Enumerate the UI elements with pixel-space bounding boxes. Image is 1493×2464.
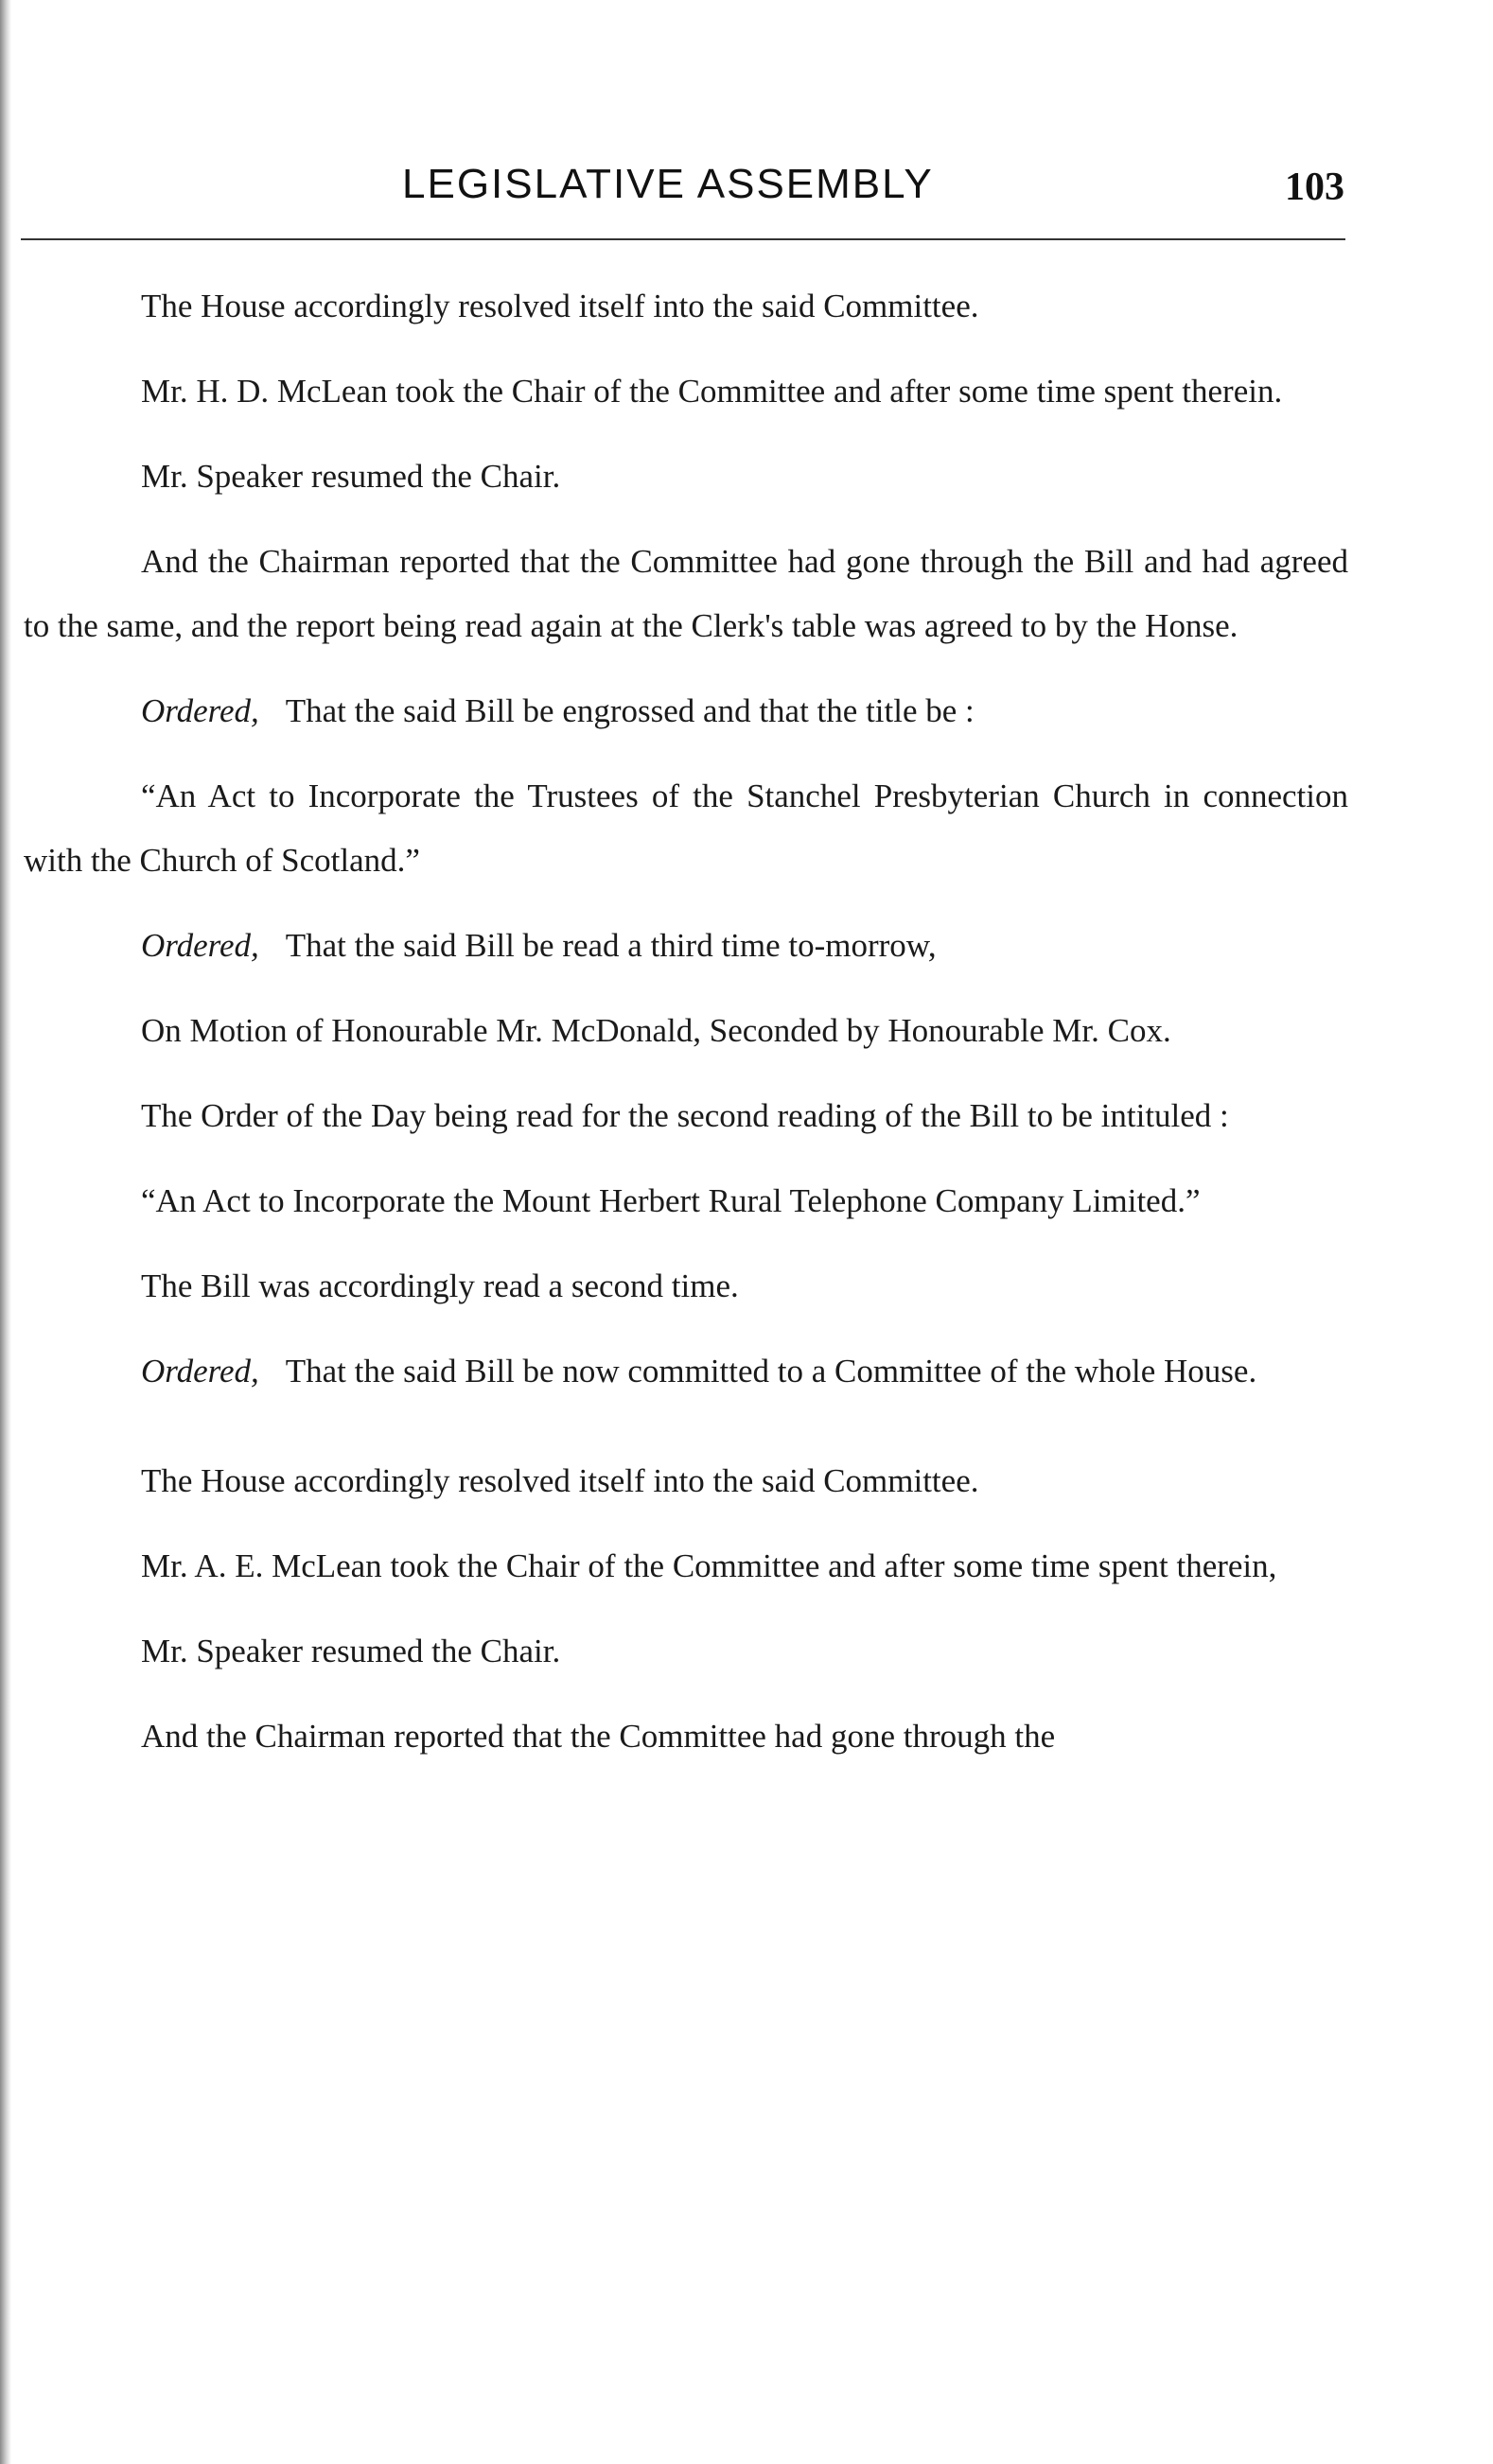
paragraph bbox=[24, 274, 1348, 339]
paragraph bbox=[24, 1534, 1348, 1599]
paragraph bbox=[24, 1169, 1348, 1233]
paragraph bbox=[24, 530, 1348, 658]
paragraph-text: The House accordingly resolved itself into the said Committee. bbox=[141, 1462, 979, 1499]
paragraph bbox=[24, 1449, 1348, 1513]
paragraph-text: On Motion of Honourable Mr. McDonald, Seconded by Honourable Mr. Cox. bbox=[141, 1012, 1171, 1049]
paragraph bbox=[24, 1339, 1348, 1404]
ordered-lead: Ordered, bbox=[141, 1353, 259, 1389]
paragraph bbox=[24, 1254, 1348, 1319]
paragraph-text: The Bill was accordingly read a second time. bbox=[141, 1267, 739, 1304]
ordered-lead: Ordered, bbox=[141, 692, 259, 729]
page-header bbox=[24, 151, 1348, 218]
paragraph bbox=[24, 1619, 1348, 1684]
paragraph bbox=[24, 359, 1348, 424]
paragraph-text: “An Act to Incorporate the Trustees of the Stanchel Presbyterian Church in connection with the Church of Scotland.” bbox=[24, 778, 1348, 879]
paragraph bbox=[24, 1704, 1348, 1769]
paragraph-text: That the said Bill be read a third time to-morrow, bbox=[285, 927, 937, 964]
paragraph-text: And the Chairman reported that the Committee had gone through the bbox=[141, 1718, 1056, 1755]
paragraph bbox=[24, 764, 1348, 893]
header-rule bbox=[21, 238, 1345, 240]
paragraph bbox=[24, 914, 1348, 978]
page-number: 103 bbox=[1285, 166, 1344, 209]
running-title: LEGISLATIVE ASSEMBLY bbox=[402, 161, 934, 207]
paragraph bbox=[24, 1084, 1348, 1148]
ordered-lead: Ordered, bbox=[141, 927, 259, 964]
paragraph-text: Mr. H. D. McLean took the Chair of the Committee and after some time spent therein. bbox=[141, 373, 1283, 410]
paragraph-text: And the Chairman reported that the Committee had gone through the Bill and had agreed to the same, and the report being read again at the Clerk's table was agreed to by the Honse. bbox=[24, 543, 1348, 644]
paragraph-text: Mr. A. E. McLean took the Chair of the Committee and after some time spent therein, bbox=[141, 1547, 1277, 1584]
paragraph bbox=[24, 445, 1348, 509]
paragraph-text: Mr. Speaker resumed the Chair. bbox=[141, 1633, 561, 1669]
paragraph-text: Mr. Speaker resumed the Chair. bbox=[141, 458, 561, 495]
paragraph bbox=[24, 999, 1348, 1063]
page-edge-shadow bbox=[0, 0, 11, 2464]
paragraph-text: That the said Bill be now committed to a Committee of the whole House. bbox=[285, 1353, 1257, 1389]
paragraph bbox=[24, 679, 1348, 743]
paragraph-text: The House accordingly resolved itself into the said Committee. bbox=[141, 288, 979, 324]
paragraph-text: “An Act to Incorporate the Mount Herbert Rural Telephone Company Limited.” bbox=[141, 1182, 1201, 1219]
paragraph-text: That the said Bill be engrossed and that the title be : bbox=[285, 692, 975, 729]
paragraph-text: The Order of the Day being read for the second reading of the Bill to be intituled : bbox=[141, 1097, 1229, 1134]
page-body bbox=[24, 274, 1348, 1790]
